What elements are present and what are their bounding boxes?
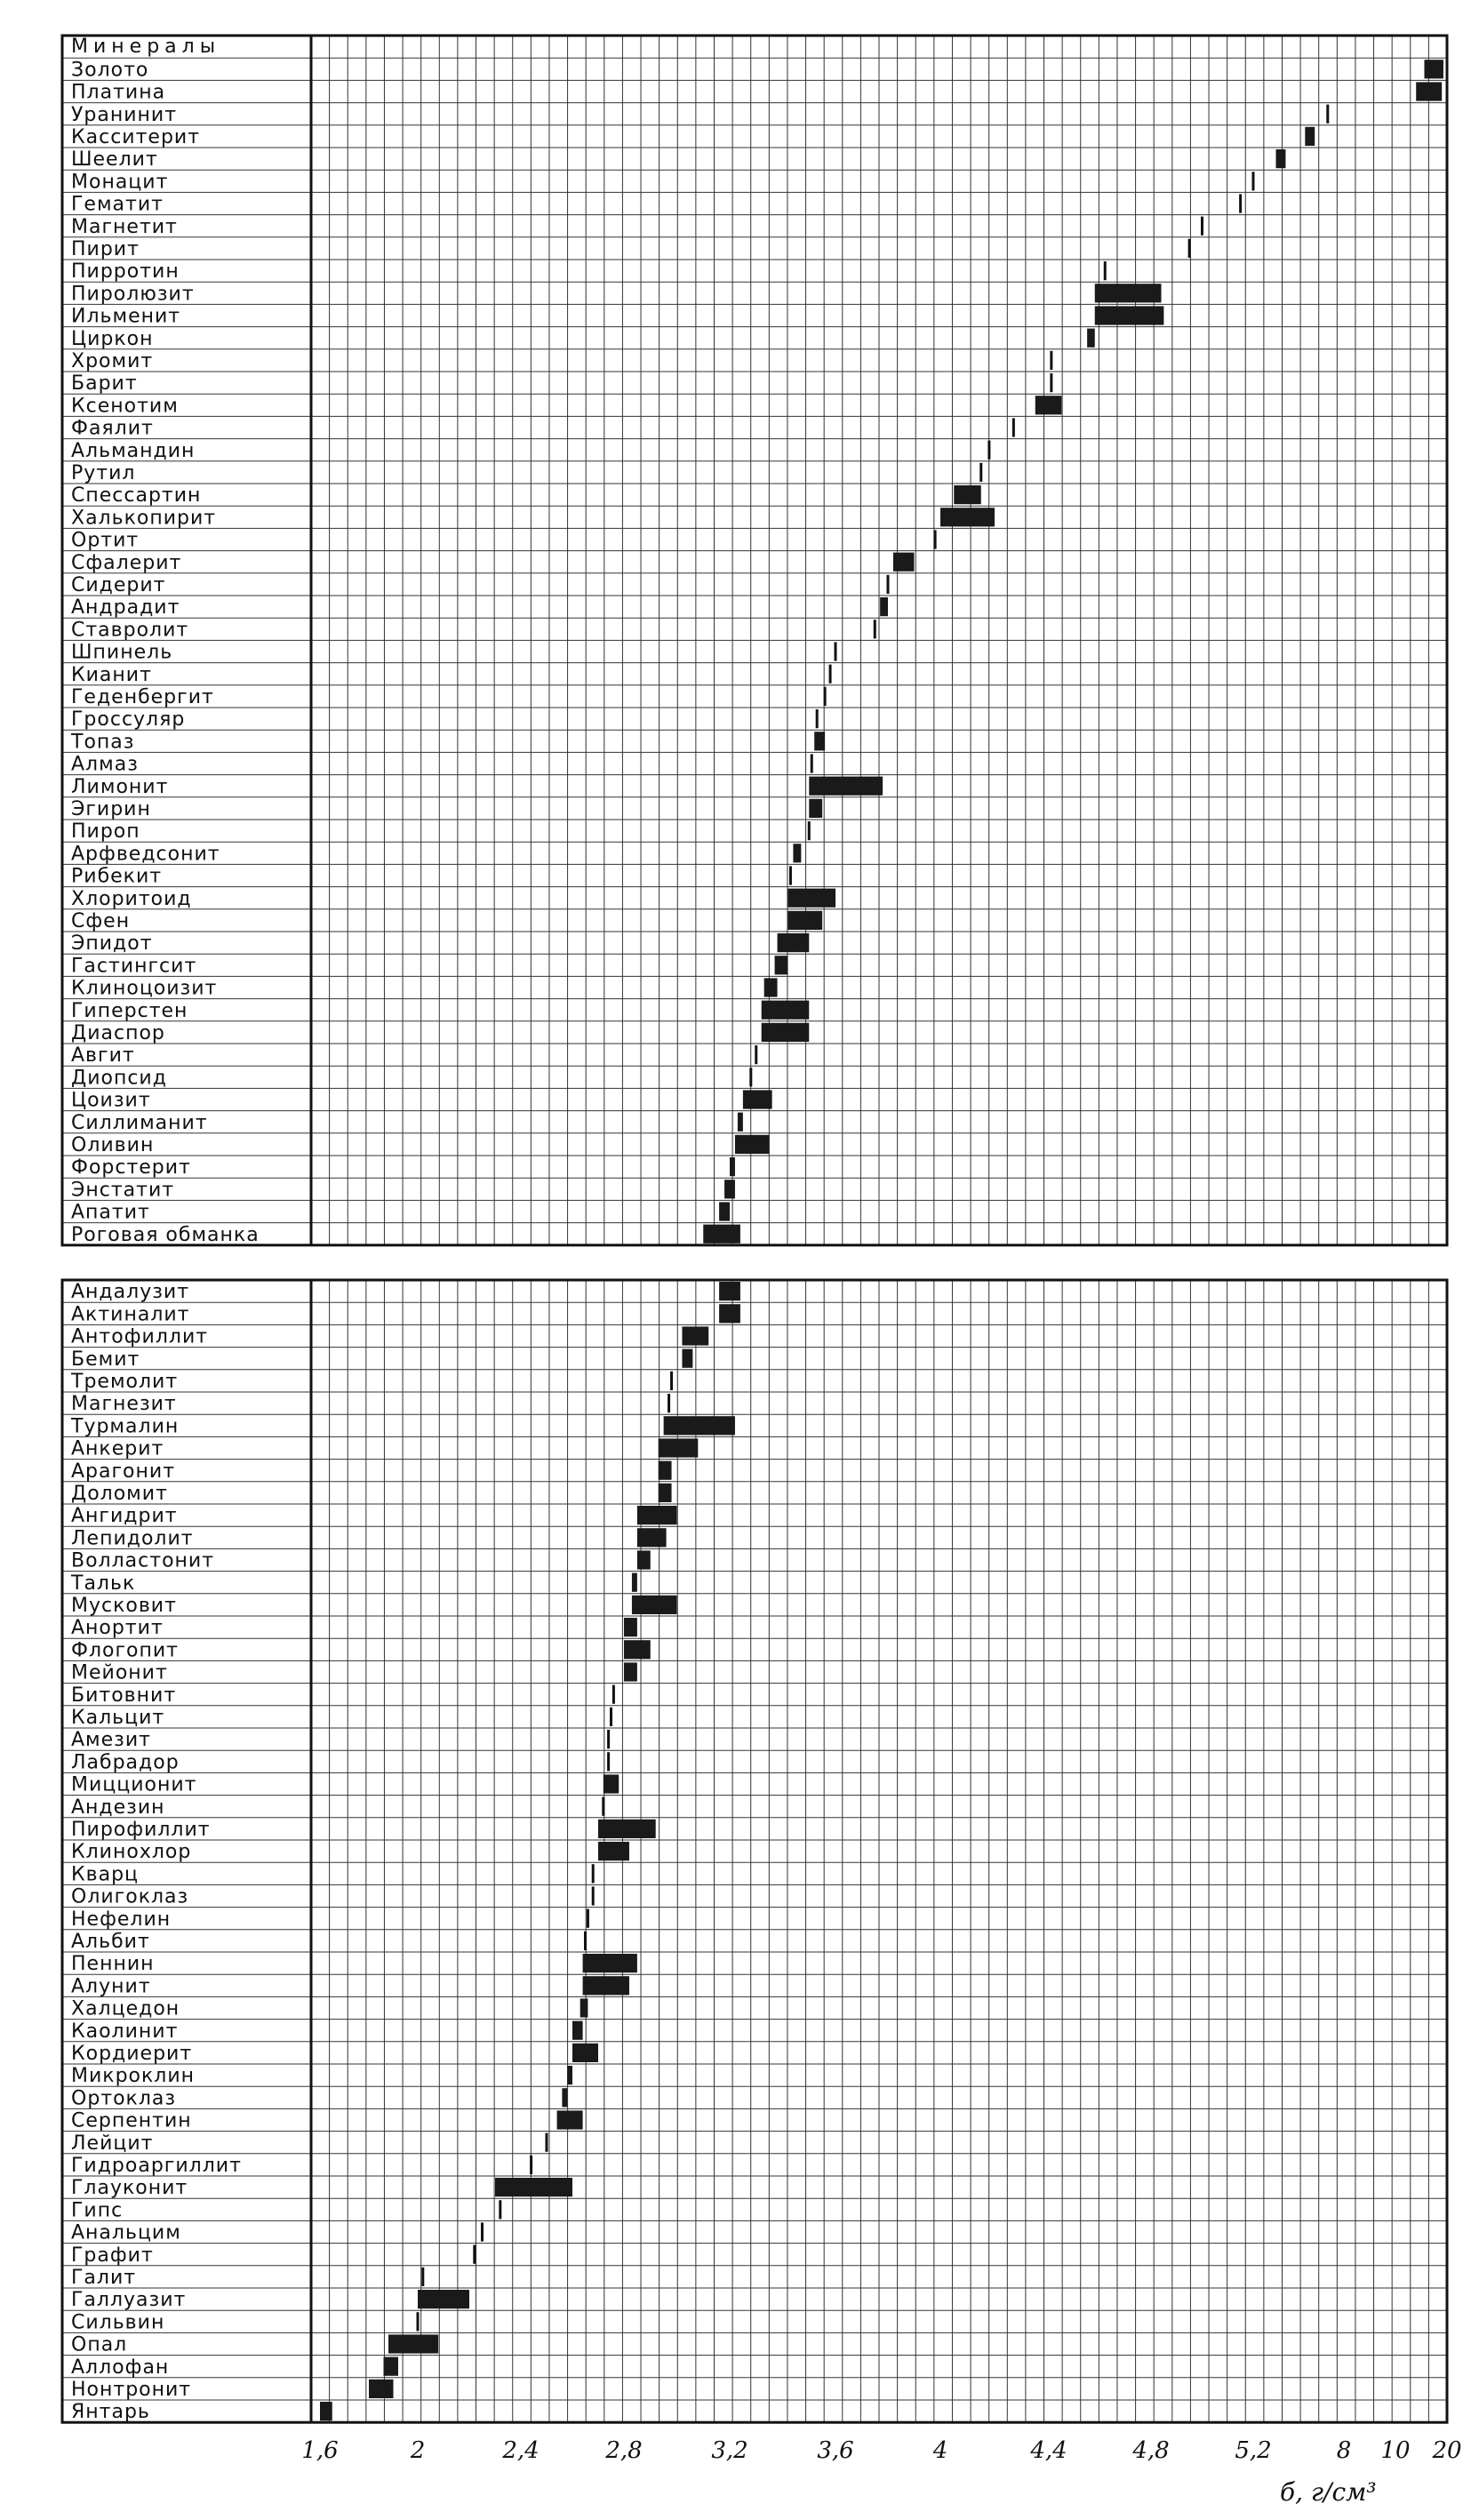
density-range-bar bbox=[1095, 284, 1162, 302]
mineral-label: Галит bbox=[71, 2267, 137, 2289]
density-range-bar bbox=[682, 1349, 692, 1368]
x-axis-title: б, г/см³ bbox=[1280, 2477, 1377, 2508]
density-range-bar bbox=[637, 1528, 667, 1547]
x-tick-label: 4,8 bbox=[1132, 2437, 1170, 2465]
density-range-bar bbox=[418, 2290, 469, 2308]
mineral-label: Циркон bbox=[71, 327, 154, 350]
density-range-bar bbox=[624, 1618, 637, 1636]
mineral-label: Серпентин bbox=[71, 2109, 192, 2132]
mineral-label: Монацит bbox=[71, 171, 169, 194]
density-range-bar bbox=[778, 933, 810, 952]
x-tick-label: 3,2 bbox=[711, 2437, 748, 2465]
mineral-label: Алунит bbox=[71, 1975, 151, 1998]
density-range-bar bbox=[703, 1225, 740, 1244]
mineral-label: Флогопит bbox=[71, 1639, 179, 1662]
density-range-bar bbox=[1416, 82, 1442, 100]
density-range-bar bbox=[598, 1820, 656, 1838]
mineral-label: Алмаз bbox=[71, 753, 139, 776]
mineral-label: Диаспор bbox=[71, 1022, 165, 1044]
mineral-label: Оливин bbox=[71, 1134, 155, 1156]
mineral-label: Эгирин bbox=[71, 798, 151, 820]
mineral-label: Сильвин bbox=[71, 2311, 165, 2334]
mineral-label: Битовнит bbox=[71, 1684, 177, 1707]
x-tick-label: 8 bbox=[1336, 2437, 1352, 2465]
mineral-label: Нонтронит bbox=[71, 2379, 192, 2401]
mineral-label: Барит bbox=[71, 372, 138, 396]
density-range-bar bbox=[809, 777, 883, 796]
mineral-label: Фаялит bbox=[71, 417, 154, 440]
mineral-label: Кальцит bbox=[71, 1707, 165, 1729]
density-range-bar bbox=[624, 1662, 637, 1681]
mineral-label: Андрадит bbox=[71, 596, 180, 620]
mineral-label: Кианит bbox=[71, 663, 152, 686]
mineral-label: Роговая обманка bbox=[71, 1223, 260, 1246]
mineral-label: Гипс bbox=[71, 2199, 124, 2222]
density-range-bar bbox=[793, 844, 801, 862]
mineral-label: Анальцим bbox=[71, 2221, 181, 2244]
mineral-label: Кварц bbox=[71, 1863, 140, 1886]
density-range-bar bbox=[632, 1573, 637, 1592]
column-header: Минералы bbox=[71, 36, 221, 59]
mineral-label: Ортоклаз bbox=[71, 2087, 177, 2110]
density-range-bar bbox=[682, 1326, 708, 1345]
density-range-bar bbox=[580, 1998, 588, 2017]
mineral-label: Ортит bbox=[71, 529, 140, 552]
density-range-bar bbox=[940, 508, 995, 526]
mineral-label: Гроссуляр bbox=[71, 708, 186, 732]
mineral-label: Микроклин bbox=[71, 2065, 196, 2088]
density-range-bar bbox=[730, 1157, 735, 1176]
mineral-label: Мицционит bbox=[71, 1773, 197, 1796]
density-range-bar bbox=[724, 1180, 735, 1198]
mineral-label: Лепидолит bbox=[71, 1527, 194, 1550]
density-range-bar bbox=[1035, 396, 1062, 414]
mineral-label: Уранинит bbox=[71, 103, 178, 126]
mineral-label: Диопсид bbox=[71, 1067, 167, 1090]
mineral-label: Топаз bbox=[71, 731, 135, 754]
mineral-label: Гастингсит bbox=[71, 955, 197, 978]
density-range-bar bbox=[814, 732, 825, 750]
density-range-bar bbox=[637, 1550, 651, 1569]
mineral-label: Спессартин bbox=[71, 484, 202, 508]
mineral-label: Тальк bbox=[71, 1572, 136, 1595]
density-range-bar bbox=[764, 978, 778, 996]
mineral-label: Клиноцоизит bbox=[71, 977, 218, 1000]
mineral-label: Клинохлор bbox=[71, 1841, 192, 1864]
x-tick-label: 3,6 bbox=[817, 2437, 854, 2465]
mineral-label: Альмандин bbox=[71, 439, 196, 462]
mineral-label: Пиролюзит bbox=[71, 283, 195, 306]
density-range-bar bbox=[1276, 149, 1286, 168]
mineral-label: Лейцит bbox=[71, 2132, 154, 2155]
mineral-label: Апатит bbox=[71, 1201, 150, 1224]
x-tick-label: 4 bbox=[932, 2437, 948, 2465]
mineral-label: Каолинит bbox=[71, 2020, 179, 2043]
density-range-bar bbox=[495, 2178, 572, 2196]
mineral-label: Энстатит bbox=[71, 1179, 175, 1202]
mineral-label: Сфен bbox=[71, 910, 131, 932]
mineral-label: Амезит bbox=[71, 1729, 151, 1752]
mineral-label: Халькопирит bbox=[71, 507, 217, 530]
x-tick-label: 20 bbox=[1432, 2437, 1462, 2465]
density-range-bar bbox=[1095, 306, 1164, 324]
density-range-bar bbox=[1305, 127, 1315, 146]
density-range-bar bbox=[320, 2402, 332, 2420]
mineral-label: Нефелин bbox=[71, 1908, 172, 1931]
x-tick-label: 2 bbox=[410, 2437, 426, 2465]
density-range-bar bbox=[632, 1596, 677, 1614]
mineral-label: Лимонит bbox=[71, 775, 169, 798]
density-range-bar bbox=[787, 889, 835, 908]
mineral-label: Бемит bbox=[71, 1348, 140, 1371]
density-range-bar bbox=[583, 1976, 629, 1995]
mineral-label: Глауконит bbox=[71, 2177, 188, 2200]
mineral-label: Хлоритоид bbox=[71, 887, 192, 910]
density-range-bar bbox=[659, 1438, 699, 1457]
panel-frame bbox=[62, 1280, 1447, 2422]
density-range-bar bbox=[598, 1842, 629, 1860]
density-range-bar bbox=[738, 1113, 743, 1132]
mineral-label: Турмалин bbox=[71, 1415, 180, 1438]
density-range-bar bbox=[1087, 329, 1095, 348]
density-range-bar bbox=[787, 911, 822, 930]
mineral-label: Ангидрит bbox=[71, 1505, 178, 1528]
density-range-bar bbox=[1424, 60, 1443, 78]
density-range-bar bbox=[719, 1202, 730, 1220]
mineral-label: Геденбергит bbox=[71, 686, 214, 708]
mineral-label: Пирротин bbox=[71, 260, 180, 284]
mineral-label: Цоизит bbox=[71, 1089, 151, 1112]
density-range-bar bbox=[572, 2021, 583, 2040]
mineral-label: Форстерит bbox=[71, 1156, 191, 1180]
mineral-label: Пирит bbox=[71, 238, 140, 260]
mineral-label: Анортит bbox=[71, 1617, 164, 1640]
density-range-bar bbox=[880, 597, 888, 616]
mineral-label: Янтарь bbox=[71, 2401, 150, 2424]
mineral-label: Волластонит bbox=[71, 1549, 215, 1572]
mineral-label: Галлуазит bbox=[71, 2289, 187, 2312]
density-range-bar bbox=[735, 1135, 770, 1154]
mineral-label: Магнезит bbox=[71, 1393, 177, 1416]
mineral-label: Арагонит bbox=[71, 1460, 176, 1483]
mineral-label: Пеннин bbox=[71, 1953, 155, 1976]
mineral-label: Мейонит bbox=[71, 1661, 168, 1684]
mineral-label: Силлиманит bbox=[71, 1111, 208, 1134]
density-range-bar bbox=[775, 956, 788, 974]
mineral-label: Олигоклаз bbox=[71, 1885, 189, 1908]
mineral-label: Ксенотим bbox=[71, 395, 179, 418]
density-range-bar bbox=[954, 485, 981, 504]
density-range-bar bbox=[572, 2044, 598, 2062]
mineral-label: Ставролит bbox=[71, 619, 189, 642]
mineral-label: Шпинель bbox=[71, 641, 173, 664]
density-range-bar bbox=[762, 1023, 810, 1042]
mineral-label: Альбит bbox=[71, 1931, 150, 1953]
mineral-label: Доломит bbox=[71, 1483, 168, 1505]
mineral-label: Гематит bbox=[71, 193, 164, 216]
mineral-label: Рутил bbox=[71, 462, 136, 484]
mineral-label: Пирофиллит bbox=[71, 1819, 211, 1841]
density-range-bar bbox=[557, 2110, 583, 2129]
mineral-label: Сидерит bbox=[71, 574, 166, 596]
density-range-bar bbox=[659, 1461, 672, 1480]
density-range-bar bbox=[567, 2066, 572, 2084]
mineral-label: Хромит bbox=[71, 350, 154, 372]
density-range-bar bbox=[719, 1304, 740, 1323]
mineral-label: Андезин bbox=[71, 1796, 165, 1819]
x-axis bbox=[301, 2437, 1461, 2464]
x-tick-label: 10 bbox=[1380, 2437, 1411, 2465]
mineral-label: Магнетит bbox=[71, 215, 178, 238]
density-range-bar bbox=[624, 1640, 651, 1659]
mineral-label: Тремолит bbox=[71, 1371, 179, 1393]
x-tick-label: 4,4 bbox=[1030, 2437, 1067, 2465]
density-range-bar bbox=[762, 1001, 810, 1020]
mineral-label: Лабрадор bbox=[71, 1751, 180, 1774]
mineral-label: Ильменит bbox=[71, 305, 181, 328]
x-tick-label: 2,8 bbox=[605, 2437, 643, 2465]
mineral-label: Аллофан bbox=[71, 2356, 170, 2379]
density-range-bar bbox=[384, 2357, 399, 2376]
density-range-bar bbox=[893, 553, 915, 572]
density-range-bar bbox=[388, 2334, 438, 2353]
panel-heavy-minerals bbox=[62, 36, 1447, 1246]
density-range-bar bbox=[604, 1774, 619, 1793]
mineral-label: Эпидот bbox=[71, 932, 153, 956]
density-range-bar bbox=[659, 1484, 672, 1502]
density-range-bar bbox=[719, 1282, 740, 1300]
density-range-bar bbox=[743, 1090, 772, 1108]
mineral-label: Пироп bbox=[71, 820, 140, 844]
mineral-label: Рибекит bbox=[71, 865, 163, 888]
mineral-label: Сфалерит bbox=[71, 551, 182, 574]
mineral-label: Мусковит bbox=[71, 1595, 177, 1617]
density-range-bar bbox=[369, 2380, 394, 2398]
density-range-bar bbox=[809, 799, 822, 818]
x-tick-label: 2,4 bbox=[502, 2437, 540, 2465]
mineral-label: Анкерит bbox=[71, 1437, 164, 1460]
mineral-label: Халцедон bbox=[71, 1997, 180, 2020]
mineral-label: Опал bbox=[71, 2333, 128, 2356]
x-tick-label: 5,2 bbox=[1235, 2437, 1272, 2465]
mineral-label: Андалузит bbox=[71, 1281, 190, 1304]
mineral-label: Авгит bbox=[71, 1044, 135, 1068]
mineral-label: Актиналит bbox=[71, 1303, 190, 1326]
mineral-label: Касситерит bbox=[71, 126, 201, 148]
density-range-bar bbox=[637, 1506, 677, 1524]
mineral-label: Арфведсонит bbox=[71, 843, 220, 866]
mineral-label: Кордиерит bbox=[71, 2043, 193, 2065]
mineral-label: Шеелит bbox=[71, 148, 158, 172]
density-range-bar bbox=[562, 2088, 567, 2107]
x-tick-label: 1,6 bbox=[301, 2437, 339, 2465]
density-range-bar bbox=[664, 1416, 735, 1435]
panel-light-minerals bbox=[62, 1280, 1447, 2423]
mineral-label: Графит bbox=[71, 2244, 154, 2267]
mineral-label: Гидроаргиллит bbox=[71, 2155, 242, 2177]
mineral-label: Антофиллит bbox=[71, 1325, 209, 1348]
mineral-label: Платина bbox=[71, 81, 166, 104]
density-range-bar bbox=[583, 1954, 637, 1972]
mineral-label: Гиперстен bbox=[71, 999, 188, 1022]
mineral-label: Золото bbox=[71, 59, 149, 82]
